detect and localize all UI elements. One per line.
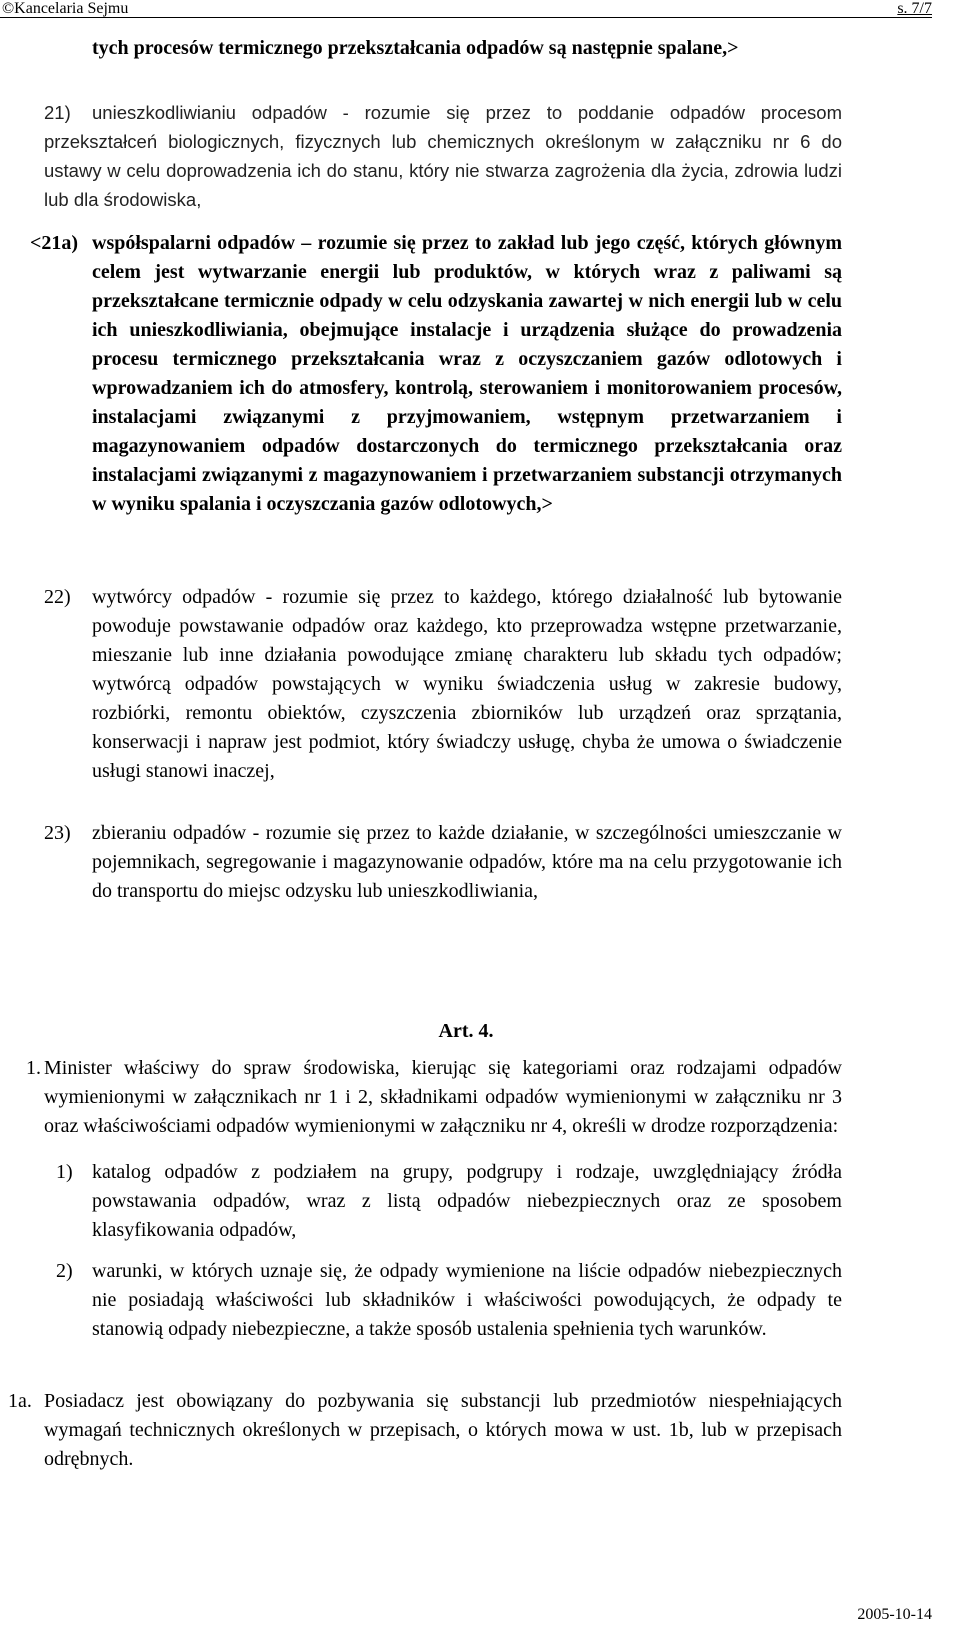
point-number: 2)	[56, 1260, 73, 1282]
header-source: ©Kancelaria Sejmu	[2, 0, 129, 17]
definition-item-21a	[30, 229, 842, 519]
definition-item-22	[44, 583, 842, 786]
continuation-text: tych procesów termicznego przekształcania odpadów są następnie spalane,>	[92, 37, 739, 59]
header-page-number: s. 7/7	[897, 0, 932, 17]
article-paragraph-1	[26, 1054, 842, 1141]
article-title: Art. 4.	[438, 1020, 494, 1042]
item-number: 22)	[44, 586, 71, 608]
definition-item-21	[44, 98, 842, 214]
article-point-1	[56, 1158, 842, 1245]
point-number: 1)	[56, 1161, 73, 1183]
point-text: warunki, w których uznaje się, że odpady wymienione na liście odpadów niebezpiecznych nie posiadają właściwości lub składników i właściwości powodujących, że odpady te stanowią odpady niebezpieczne, a także sposób ustalenia spełnienia tych warunków.	[92, 1260, 842, 1340]
definition-item-23	[44, 819, 842, 906]
point-text: katalog odpadów z podziałem na grupy, podgrupy i rodzaje, uwzględniający źródła powstawania odpadów, wraz z listą odpadów niebezpiecznych oraz ze sposobem klasyfikowania odpadów,	[92, 1161, 842, 1241]
header-divider	[0, 17, 932, 18]
article-point-2	[56, 1257, 842, 1344]
item-number: 21)	[44, 102, 71, 123]
paragraph-text: Posiadacz jest obowiązany do pozbywania się substancji lub przedmiotów niespełniających wymagań technicznych określonych w przepisach, o których mowa w ust. 1b, lub w przepisach odrębnych.	[44, 1390, 842, 1470]
footer-date: 2005-10-14	[857, 1606, 932, 1623]
item-text: zbieraniu odpadów - rozumie się przez to każde działanie, w szczególności umieszczanie w pojemnikach, segregowanie i magazynowanie odpadów, które ma na celu przygotowanie ich do transportu do miejsc odzysku lub unieszkodliwiania,	[92, 822, 842, 902]
paragraph-text: Minister właściwy do spraw środowiska, kierując się kategoriami oraz rodzajami odpadów wymienionymi w załącznikach nr 1 i 2, składnikami odpadów wymienionymi w załączniku nr 3 oraz właściwościami odpadów wymienionymi w załączniku nr 4, określi w drodze rozporządzenia:	[44, 1057, 842, 1137]
article-paragraph-1a	[8, 1387, 842, 1474]
paragraph-number: 1a.	[8, 1390, 32, 1412]
item-number: <21a)	[30, 232, 79, 254]
item-number: 23)	[44, 822, 71, 844]
paragraph-number: 1.	[26, 1057, 41, 1079]
item-text: wytwórcy odpadów - rozumie się przez to każdego, którego działalność lub bytowanie powoduje powstawanie odpadów oraz każdego, kto przeprowadza wstępne przetwarzanie, mieszanie lub inne działania powodujące zmianę charakteru lub składu tych odpadów; wytwórcą odpadów powstających w wyniku świadczenia usług w zakresie budowy, rozbiórki, remontu obiektów, czyszczenia zbiorników lub urządzeń oraz sprzątania, konserwacji i napraw jest podmiot, który świadczy usługę, chyba że umowa o świadczenie usługi stanowi inaczej,	[92, 586, 842, 782]
item-text: współspalarni odpadów – rozumie się przez to zakład lub jego część, których głównym celem jest wytwarzanie energii lub produktów, w których wraz z paliwami są przekształcane termicznie odpady w celu odzyskania zawartej w nich energii lub w celu ich unieszkodliwiania, obejmujące instalacje i urządzenia służące do prowadzenia procesu termicznego przekształcania wraz z oczyszczaniem gazów odlotowych i wprowadzaniem ich do atmosfery, kontrolą, sterowaniem i monitorowaniem procesów, instalacjami związanymi z przyjmowaniem, wstępnym przetwarzaniem i magazynowaniem odpadów dostarczonych do termicznego przekształcania oraz instalacjami związanymi z magazynowaniem i przetwarzaniem substancji otrzymanych w wyniku spalania i oczyszczania gazów odlotowych,>	[92, 232, 842, 515]
item-text: unieszkodliwianiu odpadów - rozumie się przez to poddanie odpadów procesom przekształceń biologicznych, fizycznych lub chemicznych określonym w załączniku nr 6 do ustawy w celu doprowadzenia ich do stanu, który nie stwarza zagrożenia dla życia, zdrowia ludzi lub dla środowiska,	[44, 102, 842, 210]
